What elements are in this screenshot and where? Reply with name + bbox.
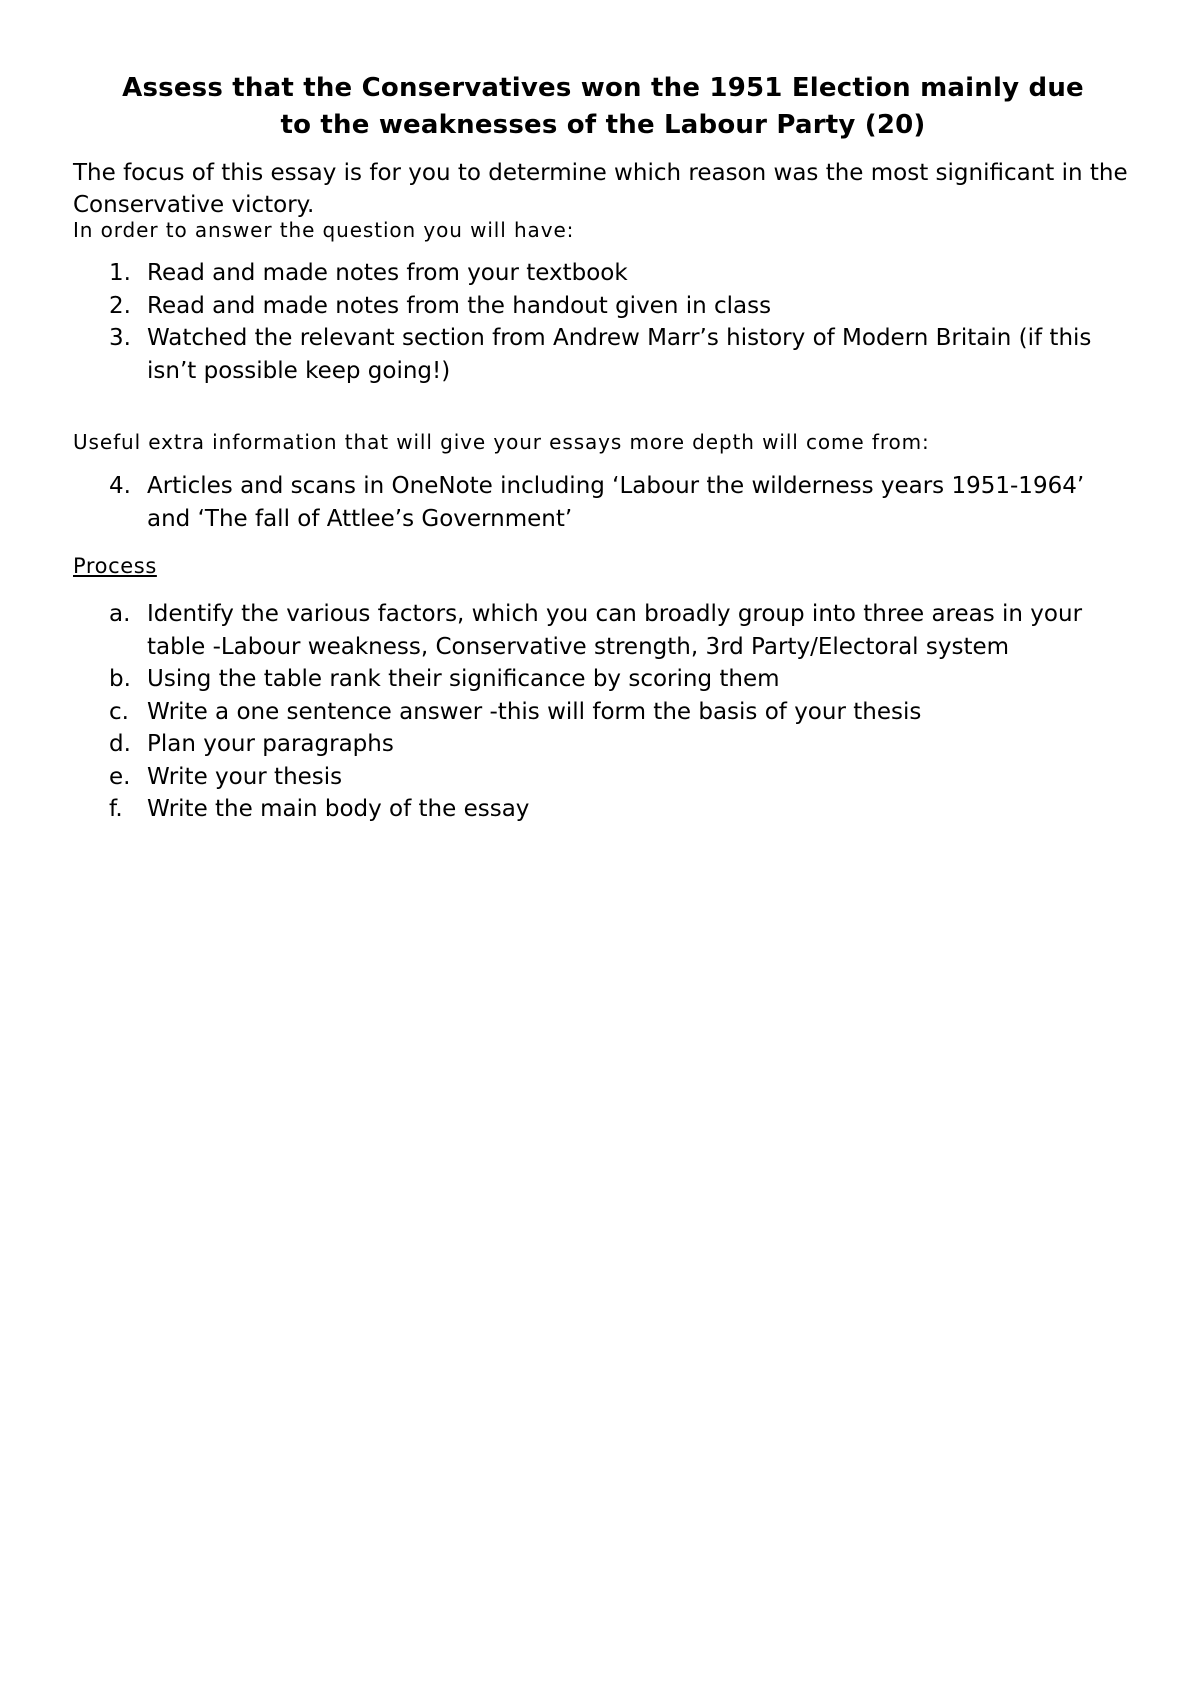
extra-info-lead-text: Useful extra information that will give your essays more depth will come from: [73, 430, 930, 454]
list-marker: c. [109, 698, 129, 725]
list-item-text: Plan your paragraphs [147, 731, 394, 757]
list-item-text: Articles and scans in OneNote including ‘Labour the wilderness years 1951-1964’ and ‘The fall of Attlee’s Government’ [147, 473, 1085, 532]
list-marker: 1. [109, 260, 131, 286]
list-marker: e. [109, 763, 131, 790]
intro-paragraph: The focus of this essay is for you to determine which reason was the most significant in the Conservative victory. [73, 160, 1128, 218]
extra-steps-list [73, 470, 1133, 535]
list-item [73, 793, 1133, 826]
list-item-text: Identify the various factors, which you can broadly group into three areas in your table -Labour weakness, Conservative strength, 3rd Party/Electoral system [147, 601, 1083, 660]
process-steps-list [73, 598, 1133, 826]
list-marker: d. [109, 731, 131, 757]
list-item [73, 696, 1133, 729]
list-item [73, 598, 1133, 663]
list-item-text: Using the table rank their significance by scoring them [147, 666, 780, 692]
list-item-text: Watched the relevant section from Andrew Marr’s history of Modern Britain (if this isn’t possible keep going!) [147, 325, 1092, 384]
list-item [73, 322, 1133, 387]
list-item [73, 470, 1133, 535]
list-item [73, 761, 1133, 794]
answer-steps-list [73, 257, 1133, 387]
list-item-text: Read and made notes from the handout given in class [147, 292, 772, 319]
list-marker: f. [109, 796, 123, 822]
list-marker: 2. [109, 292, 131, 319]
list-item-text: Read and made notes from your textbook [147, 260, 628, 286]
list-item [73, 257, 1133, 290]
list-item-text: Write the main body of the essay [147, 796, 530, 822]
list-item [73, 728, 1133, 761]
essay-title-line-1: Assess that the Conservatives won the 1951 Election mainly due [122, 73, 1084, 103]
list-item-text: Write a one sentence answer -this will form the basis of your thesis [147, 698, 922, 725]
list-marker: b. [109, 666, 131, 692]
answer-lead-text: In order to answer the question you will have: [73, 218, 575, 242]
essay-title [73, 70, 1133, 144]
list-marker: 3. [109, 325, 131, 351]
list-item-text: Write your thesis [147, 763, 343, 790]
essay-title-line-2: to the weaknesses of the Labour Party (20) [280, 110, 926, 140]
list-item [73, 663, 1133, 696]
list-marker: 4. [109, 473, 131, 499]
process-heading: Process [73, 554, 157, 578]
list-marker: a. [109, 601, 131, 627]
list-item [73, 290, 1133, 323]
